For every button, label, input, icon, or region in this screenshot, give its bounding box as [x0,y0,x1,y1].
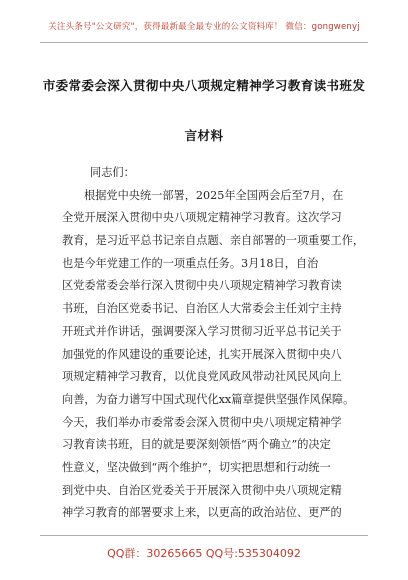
body-line: 到党中央、自治区党委关于开展深入贯彻中央八项规定精 [62,483,342,497]
body-line: 开班式并作讲话，强调要深入学习贯彻习近平总书记关于 [62,324,342,338]
body-line: 加强党的作风建设的重要论述，扎实开展深入贯彻中央八 [62,347,342,361]
body-line: 向善，为奋力谱写中国式现代化xx篇章提供坚强作风保障。 [62,392,355,406]
header-banner: 关注头条号"公文研究"，获得最新最全最专业的公文资料库！ 微信：gongwenyj [48,22,360,32]
document-body [62,162,365,525]
body-line: 也是今年党建工作的一项重点任务。3月18日，自治 [62,256,319,270]
body-line: 根据党中央统一部署，2025年全国两会后至7月，在 [84,188,344,202]
body-line: 区党委常委会举行深入贯彻中央八项规定精神学习教育读 [62,279,342,293]
header-divider [40,42,368,43]
body-line: 习教育读书班，目的就是要深刻领悟“两个确立”的决定 [62,438,331,452]
body-line: 神学习教育的部署要求上来，以更高的政治站位、更严的 [62,506,342,520]
body-line: 全党开展深入贯彻中央八项规定精神学习教育。这次学习 [62,211,342,225]
footer-contact: QQ群：30265665 QQ号:535304092 [107,547,301,560]
body-line: 书班，自治区党委书记、自治区人大常委会主任刘宁主持 [62,302,342,316]
greeting: 同志们： [90,166,135,179]
body-line: 项规定精神学习教育，以优良党风政风带动社风民风向上 [62,370,342,384]
body-line: 性意义，坚决做到“两个维护”，切实把思想和行动统一 [62,460,331,474]
document-title-line-1: 市委常委会深入贯彻中央八项规定精神学习教育读书班发 [42,78,366,93]
body-line: 今天，我们举办市委常委会深入贯彻中央八项规定精神学 [62,415,342,429]
body-line: 教育，是习近平总书记亲自点题、亲自部署的一项重要工作， [62,234,365,248]
document-title-line-2: 言材料 [184,128,224,143]
footer-divider [40,535,368,536]
